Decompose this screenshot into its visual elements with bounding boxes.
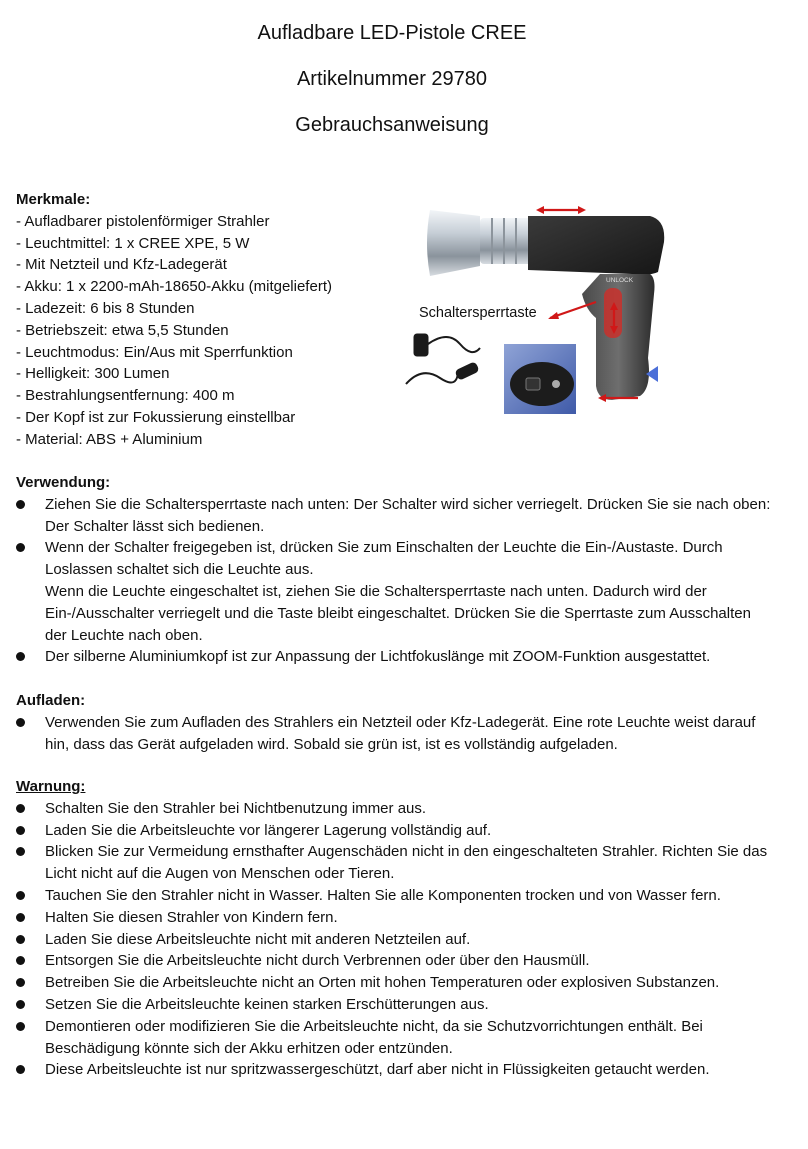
unlock-label: UNLOCK [606,277,634,284]
warning-list [16,798,776,1081]
lock-switch-callout: Schaltersperrtaste [419,305,537,321]
feature-item: - Leuchtmodus: Ein/Aus mit Sperrfunktion [16,342,332,364]
feature-item: - Betriebszeit: etwa 5,5 Stunden [16,320,332,342]
charging-item: Verwenden Sie zum Aufladen des Strahlers ein Netzteil oder Kfz-Ladegerät. Eine rote Leuchte weist darauf hin, dass das Gerät aufgeladen wird. Sobald sie grün ist, ist es vollständig aufgeladen. [16,712,776,756]
usage-heading: Verwendung: [16,474,111,491]
warning-heading: Warnung: [16,778,86,795]
features-section [16,189,332,451]
feature-item: - Mit Netzteil und Kfz-Ladegerät [16,254,332,276]
charging-list [16,712,776,756]
usage-list [16,494,776,668]
feature-item: - Ladezeit: 6 bis 8 Stunden [16,298,332,320]
usage-item: Der silberne Aluminiumkopf ist zur Anpassung der Lichtfokuslänge mit ZOOM-Funktion ausgestattet. [16,646,776,668]
usage-item-text: Wenn der Schalter freigegeben ist, drücken Sie zum Einschalten der Leuchte die Ein-/Austaste. Durch Loslassen schaltet sich die Leuchte aus. [45,539,723,579]
feature-item: - Der Kopf ist zur Fokussierung einstellbar [16,407,332,429]
document-header [0,22,784,160]
warning-item: Tauchen Sie den Strahler nicht in Wasser. Halten Sie alle Komponenten trocken und von Wasser fern. [16,885,776,907]
warning-item: Setzen Sie die Arbeitsleuchte keinen starken Erschütterungen aus. [16,994,776,1016]
warning-item: Diese Arbeitsleuchte ist nur spritzwassergeschützt, darf aber nicht in Flüssigkeiten getaucht werden. [16,1059,776,1081]
charging-heading: Aufladen: [16,692,86,709]
feature-item: - Material: ABS + Aluminium [16,429,332,451]
manual-title: Gebrauchsanweisung [295,114,489,136]
usage-section [16,472,776,668]
product-figure [400,198,690,420]
feature-item: - Bestrahlungsentfernung: 400 m [16,385,332,407]
usage-item [16,537,776,646]
usage-item: Ziehen Sie die Schaltersperrtaste nach unten: Der Schalter wird sicher verriegelt. Drücken Sie sie nach oben: Der Schalter lässt sich bedienen. [16,494,776,538]
article-number: Artikelnummer 29780 [296,68,488,90]
warning-item: Entsorgen Sie die Arbeitsleuchte nicht durch Verbrennen oder über den Hausmüll. [16,950,776,972]
warning-item: Demontieren oder modifizieren Sie die Arbeitsleuchte nicht, da sie Schutzvorrichtungen enthält. Bei Beschädigung könnte sich der Akku erhitzen oder entzünden. [16,1016,776,1060]
usage-item-continuation: Wenn die Leuchte eingeschaltet ist, ziehen Sie die Schaltersperrtaste nach unten. Dadurch wird der Ein-/Ausschalter verriegelt und die Taste bleibt eingeschaltet. Drücken Sie die Sperrtaste zum Ausschalten der Leuchte nach oben. [45,582,751,644]
warning-item: Schalten Sie den Strahler bei Nichtbenutzung immer aus. [16,798,776,820]
aluminium-head [427,210,532,276]
switch-inset-photo [504,344,576,414]
feature-item: - Helligkeit: 300 Lumen [16,363,332,385]
features-heading: Merkmale: [16,191,91,208]
warning-item: Betreiben Sie die Arbeitsleuchte nicht an Orten mit hohen Temperaturen oder explosiven Substanzen. [16,972,776,994]
warning-section [16,776,776,1081]
feature-item: - Akku: 1 x 2200-mAh-18650-Akku (mitgeliefert) [16,276,332,298]
warning-item: Blicken Sie zur Vermeidung ernsthafter Augenschäden nicht in den eingeschalteten Strahler. Richten Sie das Licht nicht auf die Augen von Menschen oder Tieren. [16,841,776,885]
warning-item: Laden Sie die Arbeitsleuchte vor längerer Lagerung vollständig auf. [16,820,776,842]
warning-item: Laden Sie diese Arbeitsleuchte nicht mit anderen Netzteilen auf. [16,929,776,951]
charging-section [16,690,776,755]
features-list [16,211,332,451]
document-title: Aufladbare LED-Pistole CREE [257,22,527,44]
warning-item: Halten Sie diesen Strahler von Kindern fern. [16,907,776,929]
feature-item: - Leuchtmittel: 1 x CREE XPE, 5 W [16,233,332,255]
feature-item: - Aufladbarer pistolenförmiger Strahler [16,211,332,233]
charger-accessories [406,334,480,384]
